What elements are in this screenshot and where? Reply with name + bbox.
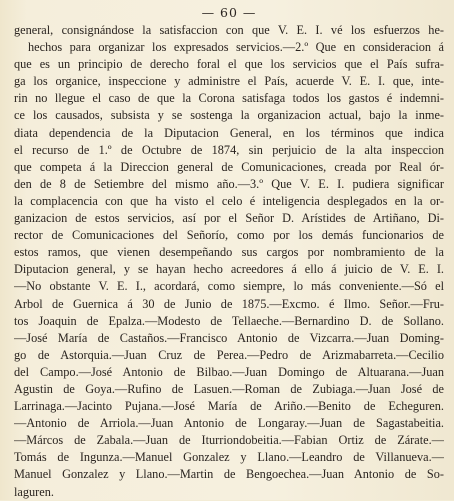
- text-line: —No obstante V. E. I., acordará, como siempre, lo más conveniente.—Só el: [14, 279, 444, 294]
- text-line: —Antonio de Arriola.—Juan Antonio de Longaray.—Juan de Sagastabeitia.: [14, 416, 444, 431]
- text-line: ce los causados, subsista y se sostenga la organizacion actual, bajo la inme-: [14, 108, 444, 123]
- text-line: ganizacion de estos servicios, así por el Señor D. Arístides de Artiñano, Di-: [14, 211, 444, 226]
- text-line: —José María de Castaños.—Francisco Antonio de Vizcarra.—Juan Doming-: [14, 330, 444, 345]
- text-line: rector de Comunicaciones del Señorío, como por los demás funcionarios de: [14, 228, 444, 243]
- text-line: el recurso de 1.º de Octubre de 1874, sin perjuicio de la alta inspeccion: [14, 142, 444, 157]
- text-line: diata dependencia de la Diputacion General, en los términos que indica: [14, 125, 444, 140]
- text-line: tos Joaquin de Epalza.—Modesto de Tellaeche.—Bernardino D. de Sollano.: [14, 313, 444, 328]
- text-line: rin no llegue el caso de que la Corona satisfaga todos los gastos é indemni-: [14, 91, 444, 106]
- text-line: del Campo.—José Antonio de Bilbao.—Juan Domingo de Altuarana.—Juan: [14, 364, 444, 379]
- text-line: Arbol de Guernica á 30 de Junio de 1875.—Excmo. é Ilmo. Señor.—Fru-: [14, 296, 444, 311]
- text-line: Tomás de Ingunza.—Manuel Gonzalez y Llano.—Leandro de Villanueva.—: [14, 450, 444, 465]
- text-line: den de 8 de Setiembre del mismo año.—3.º Que V. E. I. pudiera significar: [14, 176, 444, 191]
- body-text: [14, 22, 444, 501]
- text-line: —Márcos de Zabala.—Juan de Iturriondobeitia.—Fabian Ortiz de Zárate.—: [14, 433, 444, 448]
- text-line: Agustin de Goya.—Rufino de Lasuen.—Roman de Zubiaga.—Juan José de: [14, 381, 444, 396]
- page-number: — 60 —: [201, 5, 257, 20]
- text-line: estos ramos, que vienen desempeñando sus cargos por nombramiento de la: [14, 245, 444, 260]
- text-line: go de Astorquia.—Juan Cruz de Perea.—Pedro de Arizmabarreta.—Cecilio: [14, 347, 444, 362]
- text-line: la complacencia con que ha visto el celo é inteligencia desplegados en la or-: [14, 193, 444, 208]
- text-line: Manuel Gonzalez y Llano.—Martin de Bengoechea.—Juan Antonio de So-: [14, 467, 444, 482]
- text-line: general, consignándose la satisfaccion con que V. E. I. vé los esfuerzos he-: [14, 23, 444, 37]
- text-line: hechos para organizar los expresados servicios.—2.º Que en consideracion á: [28, 40, 444, 55]
- text-line: que competa á la Direccion general de Comunicaciones, creada por Real ór-: [14, 159, 444, 174]
- text-line: ga los organice, inspeccione y administre el País, acuerde V. E. I. que, inte-: [14, 74, 444, 89]
- text-line: laguren.: [14, 484, 54, 499]
- text-line: que es un principio de derecho foral el que los servicios que el País sufra-: [14, 57, 444, 72]
- text-line: Diputacion general, y se hayan hecho acreedores á ello á juicio de V. E. I.: [14, 262, 444, 277]
- text-line: Larrinaga.—Jacinto Pujana.—José María de Ariño.—Benito de Echeguren.: [14, 399, 444, 414]
